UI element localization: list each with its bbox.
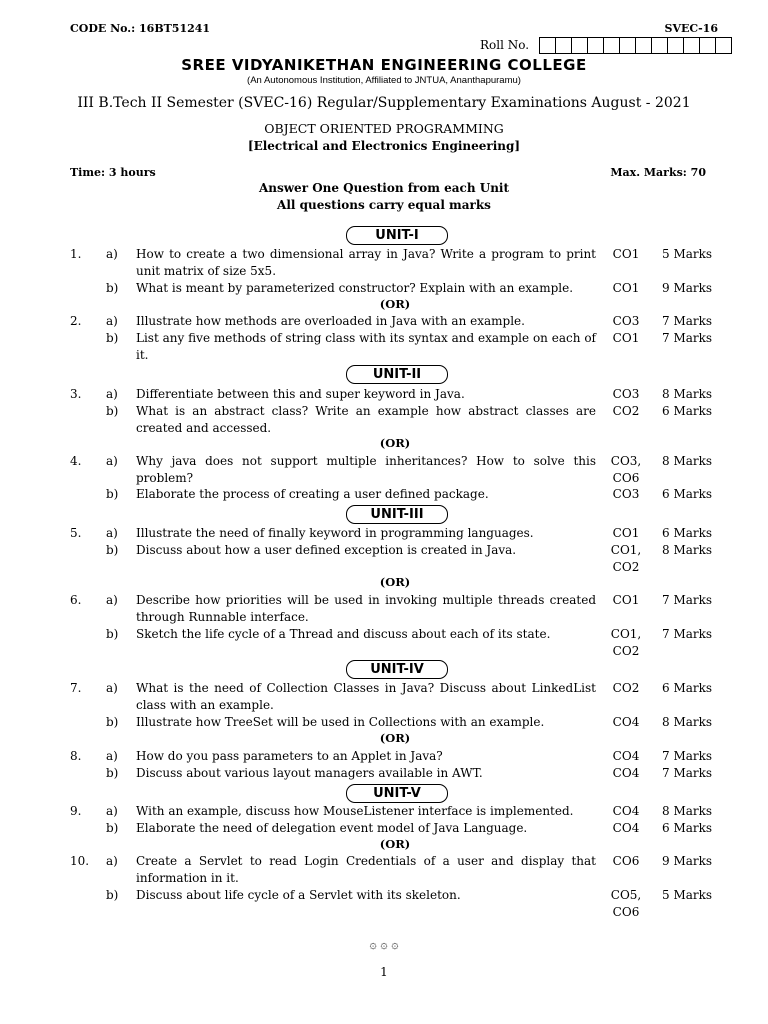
college-affiliation: (An Autonomous Institution, Affiliated to JNTUA, Ananthapuramu) [247, 75, 521, 86]
question-text: Sketch the life cycle of a Thread and discuss about each of its state. [136, 627, 551, 641]
college-name: SREE VIDYANIKETHAN ENGINEERING COLLEGE [181, 56, 587, 74]
course-outcome: CO2 [612, 404, 640, 418]
question-marks: 6 Marks [662, 404, 713, 418]
course-outcome: CO2 [612, 681, 640, 695]
question-text: How to create a two dimensional array in Java? Write a program to print unit matrix of size 5x5. [136, 247, 596, 278]
question-number: 3. [70, 387, 82, 401]
question-part: b) [106, 331, 119, 345]
max-marks: Max. Marks: 70 [610, 166, 706, 179]
question-text: What is an abstract class? Write an example how abstract classes are created and accessed. [136, 404, 596, 435]
question-marks: 7 Marks [662, 749, 713, 763]
page-number: 1 [380, 965, 388, 979]
unit-heading: UNIT-I [346, 226, 448, 245]
question-text: How do you pass parameters to an Applet in Java? [136, 749, 443, 763]
question-part: b) [106, 766, 119, 780]
question-part: a) [106, 526, 118, 540]
question-part: b) [106, 627, 119, 641]
question-marks: 6 Marks [662, 681, 713, 695]
course-outcome: CO3 [612, 387, 640, 401]
question-part: a) [106, 804, 118, 818]
question-marks: 7 Marks [662, 314, 713, 328]
question-text: What is the need of Collection Classes in Java? Discuss about LinkedList class with an example. [136, 681, 596, 712]
question-text: Discuss about life cycle of a Servlet with its skeleton. [136, 888, 461, 902]
question-number: 7. [70, 681, 82, 695]
course-outcome: CO4 [612, 749, 640, 763]
question-text: List any five methods of string class with its syntax and example on each of it. [136, 331, 596, 362]
question-number: 2. [70, 314, 82, 328]
question-marks: 8 Marks [662, 804, 713, 818]
course-outcome: CO1 [612, 526, 640, 540]
course-outcome: CO1 [612, 331, 640, 345]
question-paper-code: CODE No.: 16BT51241 [70, 22, 211, 35]
question-number: 9. [70, 804, 82, 818]
unit-heading: UNIT-II [346, 365, 448, 384]
question-part: a) [106, 681, 118, 695]
question-number: 4. [70, 454, 82, 468]
question-text: Elaborate the process of creating a user defined package. [136, 487, 489, 501]
question-number: 5. [70, 526, 82, 540]
question-marks: 9 Marks [662, 854, 713, 868]
question-marks: 6 Marks [662, 487, 713, 501]
question-text: Differentiate between this and super keyword in Java. [136, 387, 465, 401]
course-outcome: CO3 [612, 314, 640, 328]
question-part: b) [106, 888, 119, 902]
end-symbols: ۞ ۞ ۞ [369, 937, 399, 951]
or-separator: (OR) [379, 436, 411, 450]
question-text: What is meant by parameterized constructor? Explain with an example. [136, 281, 574, 295]
question-marks: 8 Marks [662, 715, 713, 729]
exam-title: III B.Tech II Semester (SVEC-16) Regular/Supplementary Examinations August - 2021 [77, 95, 691, 111]
question-part: b) [106, 487, 119, 501]
question-marks: 8 Marks [662, 387, 713, 401]
question-marks: 5 Marks [662, 247, 713, 261]
subject-title: OBJECT ORIENTED PROGRAMMING [264, 121, 504, 136]
question-text: Why java does not support multiple inheritances? How to solve this problem? [136, 454, 596, 485]
course-outcome: CO1 [612, 593, 640, 607]
question-text: With an example, discuss how MouseListener interface is implemented. [136, 804, 574, 818]
question-part: a) [106, 314, 118, 328]
question-text: Illustrate the need of finally keyword in programming languages. [136, 526, 534, 540]
course-outcome: CO1 [612, 281, 640, 295]
question-number: 8. [70, 749, 82, 763]
roll-number-boxes [540, 37, 732, 54]
unit-heading: UNIT-V [346, 784, 448, 803]
question-part: b) [106, 404, 119, 418]
question-marks: 8 Marks [662, 543, 713, 557]
question-marks: 9 Marks [662, 281, 713, 295]
instruction-answer-one: Answer One Question from each Unit [258, 181, 510, 195]
question-marks: 7 Marks [662, 593, 713, 607]
course-outcome: CO4 [612, 766, 640, 780]
question-number: 1. [70, 247, 82, 261]
or-separator: (OR) [379, 297, 411, 311]
instruction-equal-marks: All questions carry equal marks [277, 198, 491, 212]
exam-duration: Time: 3 hours [70, 166, 156, 179]
question-text: Illustrate how TreeSet will be used in Collections with an example. [136, 715, 545, 729]
course-outcome: CO1 [612, 247, 640, 261]
course-outcome: CO3 [612, 487, 640, 501]
question-marks: 7 Marks [662, 627, 713, 641]
question-part: b) [106, 281, 119, 295]
question-marks: 8 Marks [662, 454, 713, 468]
question-part: a) [106, 749, 118, 763]
question-text: Describe how priorities will be used in invoking multiple threads created through Runnable interface. [136, 593, 596, 624]
question-text: Illustrate how methods are overloaded in Java with an example. [136, 314, 525, 328]
course-outcome: CO5, CO6 [610, 888, 642, 919]
question-text: Discuss about various layout managers available in AWT. [136, 766, 483, 780]
course-outcome: CO4 [612, 804, 640, 818]
question-marks: 7 Marks [662, 331, 713, 345]
question-part: a) [106, 454, 118, 468]
course-outcome: CO4 [612, 715, 640, 729]
question-part: b) [106, 543, 119, 557]
course-outcome: CO1, CO2 [610, 627, 642, 658]
question-number: 10. [70, 854, 90, 868]
roll-number-label: Roll No. [480, 38, 530, 52]
question-marks: 6 Marks [662, 526, 713, 540]
course-outcome: CO6 [612, 854, 640, 868]
question-part: a) [106, 247, 118, 261]
question-marks: 6 Marks [662, 821, 713, 835]
question-text: Elaborate the need of delegation event model of Java Language. [136, 821, 528, 835]
question-part: a) [106, 387, 118, 401]
unit-heading: UNIT-IV [346, 660, 448, 679]
question-part: a) [106, 854, 118, 868]
question-text: Create a Servlet to read Login Credentials of a user and display that information in it. [136, 854, 596, 885]
course-outcome: CO4 [612, 821, 640, 835]
regulation-code: SVEC-16 [664, 22, 718, 35]
question-number: 6. [70, 593, 82, 607]
unit-heading: UNIT-III [346, 505, 448, 524]
course-outcome: CO1, CO2 [610, 543, 642, 574]
or-separator: (OR) [379, 731, 411, 745]
question-marks: 7 Marks [662, 766, 713, 780]
or-separator: (OR) [379, 837, 411, 851]
question-part: b) [106, 715, 119, 729]
or-separator: (OR) [379, 575, 411, 589]
question-marks: 5 Marks [662, 888, 713, 902]
branch-name: [Electrical and Electronics Engineering] [247, 139, 521, 153]
course-outcome: CO3, CO6 [610, 454, 642, 485]
question-text: Discuss about how a user defined exception is created in Java. [136, 543, 517, 557]
question-part: b) [106, 821, 119, 835]
question-part: a) [106, 593, 118, 607]
